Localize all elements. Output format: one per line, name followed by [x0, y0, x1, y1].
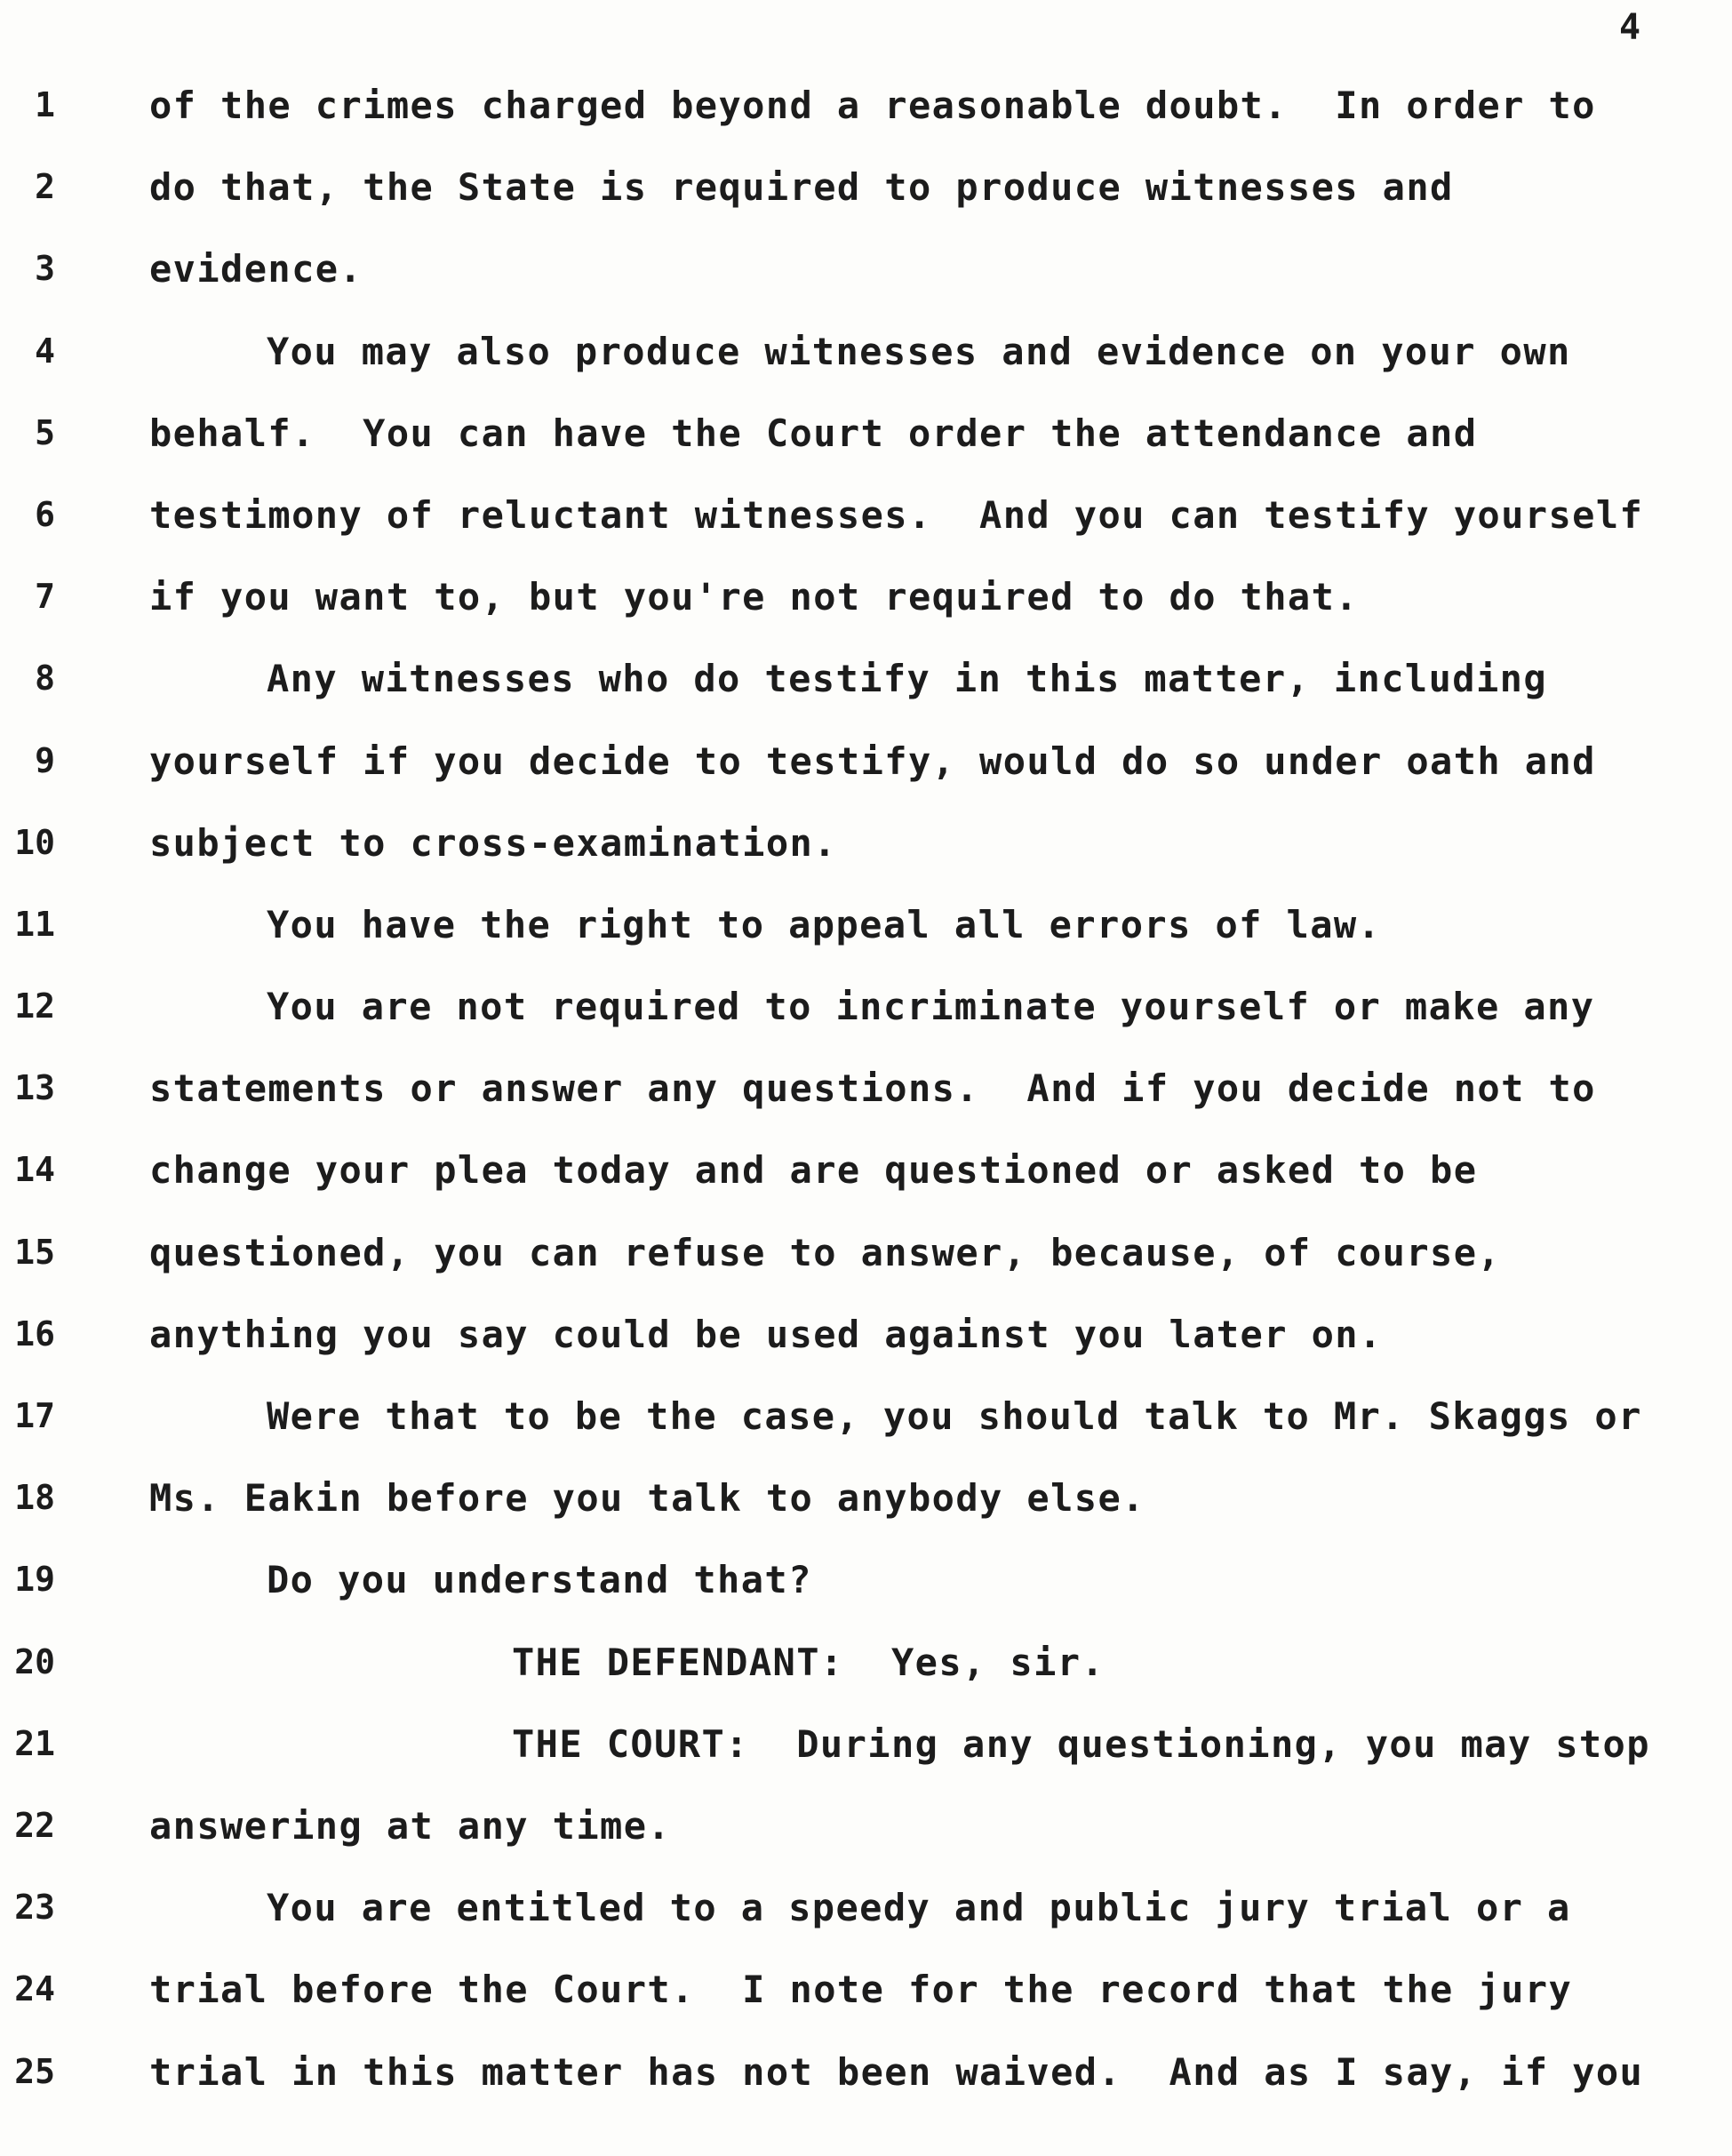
line-number: 3 [35, 249, 55, 289]
transcript-line [0, 1389, 1732, 1471]
line-text: testimony of reluctant witnesses. And you can testify yourself [149, 492, 1644, 537]
line-text: if you want to, but you're not required to do that. [149, 575, 1359, 619]
line-number: 15 [14, 1232, 55, 1272]
transcript-line [0, 1226, 1732, 1307]
transcript-line [0, 406, 1732, 488]
transcript-line [0, 1553, 1732, 1634]
line-number: 4 [35, 331, 55, 371]
line-text: Do you understand that? [267, 1558, 812, 1602]
line-number: 6 [35, 494, 55, 534]
transcript-line [0, 1635, 1732, 1717]
transcript-line [0, 1717, 1732, 1799]
line-text: yourself if you decide to testify, would do so under oath and [149, 739, 1596, 783]
line-text: You are entitled to a speedy and public jury trial or a [267, 1886, 1571, 1930]
transcript-line [0, 488, 1732, 570]
line-text: change your plea today and are questioned or asked to be [149, 1148, 1478, 1193]
line-text: anything you say could be used against you later on. [149, 1312, 1383, 1356]
transcript-line [0, 1962, 1732, 2044]
line-text: Were that to be the case, you should talk to Mr. Skaggs or [267, 1394, 1642, 1438]
transcript-line [0, 2045, 1732, 2127]
line-text: do that, the State is required to produce witnesses and [149, 165, 1454, 210]
line-text: Ms. Eakin before you talk to anybody else. [149, 1476, 1145, 1521]
line-number: 1 [35, 85, 55, 124]
transcript-line [0, 651, 1732, 733]
transcript-line [0, 1799, 1732, 1881]
line-text: statements or answer any questions. And if you decide not to [149, 1066, 1596, 1111]
line-text: behalf. You can have the Court order the attendance and [149, 411, 1478, 455]
transcript-line [0, 1143, 1732, 1225]
line-number: 18 [14, 1478, 55, 1518]
transcript-line [0, 78, 1732, 160]
line-number: 21 [14, 1723, 55, 1763]
transcript-lines [0, 78, 1732, 2127]
line-number: 5 [35, 412, 55, 452]
line-text: trial before the Court. I note for the record that the jury [149, 1968, 1573, 2012]
line-number: 12 [14, 986, 55, 1026]
transcript-line [0, 1881, 1732, 1962]
transcript-line [0, 734, 1732, 816]
line-number: 22 [14, 1805, 55, 1845]
line-text: trial in this matter has not been waived. And as I say, if you [149, 2049, 1644, 2094]
line-number: 13 [14, 1068, 55, 1108]
line-number: 14 [14, 1150, 55, 1190]
line-number: 20 [14, 1641, 55, 1681]
transcript-line [0, 898, 1732, 979]
line-number: 16 [14, 1314, 55, 1353]
transcript-line [0, 1061, 1732, 1143]
line-number: 19 [14, 1560, 55, 1600]
transcript-line [0, 570, 1732, 651]
line-number: 9 [35, 740, 55, 780]
line-text: answering at any time. [149, 1803, 672, 1848]
line-number: 8 [35, 659, 55, 699]
page-number: 4 [1619, 7, 1641, 48]
transcript-line [0, 1471, 1732, 1553]
transcript-line [0, 242, 1732, 323]
transcript-line [0, 160, 1732, 242]
line-text: You may also produce witnesses and evidence on your own [267, 329, 1571, 373]
line-number: 2 [35, 167, 55, 207]
transcript-line [0, 816, 1732, 898]
line-text: THE DEFENDANT: Yes, sir. [512, 1640, 1105, 1684]
line-text: evidence. [149, 247, 363, 291]
line-number: 7 [35, 577, 55, 617]
transcript-line [0, 324, 1732, 406]
line-number: 17 [14, 1396, 55, 1435]
line-text: THE COURT: During any questioning, you may stop [512, 1721, 1650, 1766]
line-number: 10 [14, 822, 55, 862]
line-number: 24 [14, 1969, 55, 2009]
line-text: You are not required to incriminate yourself or make any [267, 985, 1595, 1029]
line-text: You have the right to appeal all errors of law. [267, 902, 1382, 946]
transcript-line [0, 979, 1732, 1061]
line-text: questioned, you can refuse to answer, because, of course, [149, 1230, 1502, 1274]
line-text: Any witnesses who do testify in this matter, including [267, 657, 1548, 701]
line-number: 25 [14, 2051, 55, 2091]
transcript-line [0, 1307, 1732, 1389]
line-number: 23 [14, 1888, 55, 1928]
line-text: of the crimes charged beyond a reasonable doubt. In order to [149, 84, 1596, 127]
line-text: subject to cross-examination. [149, 820, 837, 865]
line-number: 11 [14, 904, 55, 944]
